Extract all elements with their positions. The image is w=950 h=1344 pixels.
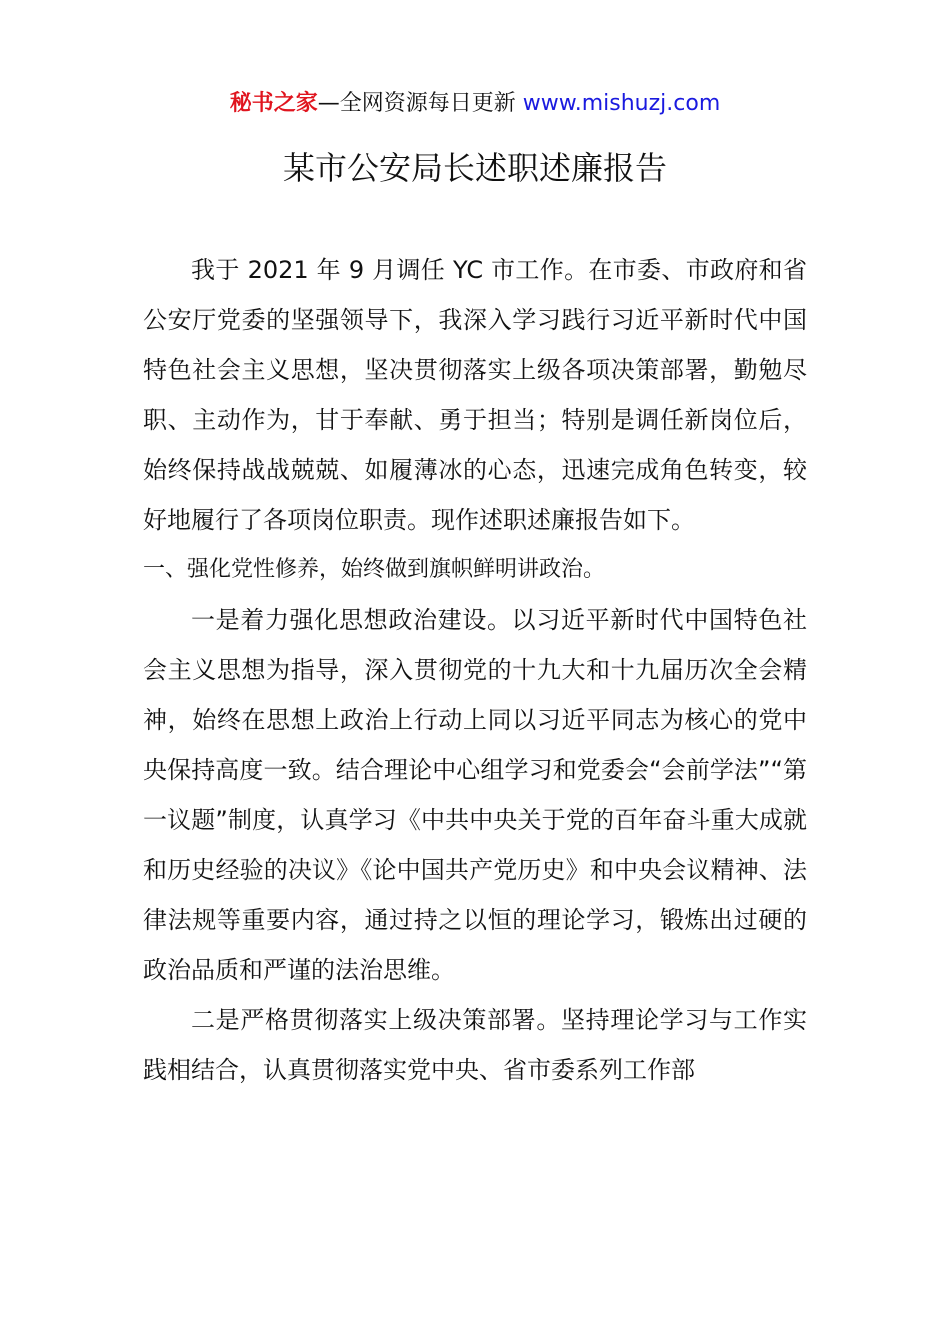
document-body	[143, 245, 807, 1095]
body-paragraph-1: 一是着力强化思想政治建设。以习近平新时代中国特色社会主义思想为指导，深入贯彻党的十九大和十九届历次全会精神，始终在思想上政治上行动上同以习近平同志为核心的党中央保持高度一致。结合理论中心组学习和党委会“会前学法”“第一议题”制度，认真学习《中共中央关于党的百年奋斗重大成就和历史经验的决议》《论中国共产党历史》和中央会议精神、法律法规等重要内容，通过持之以恒的理论学习，锻炼出过硬的政治品质和严谨的法治思维。	[143, 606, 807, 984]
site-brand: 秘书之家	[229, 91, 318, 116]
site-url-link[interactable]: www.mishuzj.com	[522, 91, 721, 116]
site-tagline: —全网资源每日更新	[317, 91, 523, 116]
section-heading-1: 一、强化党性修养，始终做到旗帜鲜明讲政治。	[143, 557, 606, 582]
intro-paragraph: 我于 2021 年 9 月调任 YC 市工作。在市委、市政府和省公安厅党委的坚强领导下，我深入学习践行习近平新时代中国特色社会主义思想，坚决贯彻落实上级各项决策部署，勤勉尽职、主动作为，甘于奉献、勇于担当；特别是调任新岗位后，始终保持战战兢兢、如履薄冰的心态，迅速完成角色转变，较好地履行了各项岗位职责。现作述职述廉报告如下。	[143, 256, 807, 534]
document-title: 某市公安局长述职述廉报告	[282, 149, 667, 187]
body-paragraph-2: 二是严格贯彻落实上级决策部署。坚持理论学习与工作实践相结合，认真贯彻落实党中央、省市委系列工作部	[143, 1006, 807, 1084]
site-header	[0, 88, 950, 120]
